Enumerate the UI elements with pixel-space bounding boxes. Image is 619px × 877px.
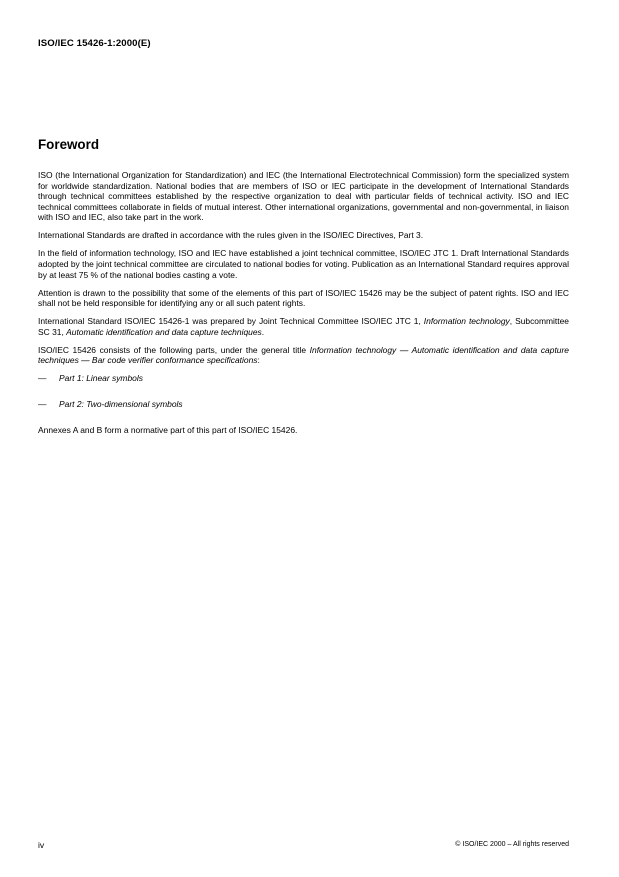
prepared-by-subtitle: Automatic identification and data capture techniques bbox=[66, 326, 262, 337]
list-item-text: Part 1: Linear symbols bbox=[59, 373, 143, 384]
copyright-notice: © ISO/IEC 2000 – All rights reserved bbox=[455, 841, 569, 848]
page-title: Foreword bbox=[38, 137, 100, 152]
foreword-body bbox=[38, 170, 569, 443]
dash-marker: — bbox=[38, 399, 47, 410]
parts-intro: ISO/IEC 15426 consists of the following parts, under the general title bbox=[38, 344, 310, 355]
page-number: iv bbox=[38, 840, 45, 850]
list-item-text: Part 2: Two-dimensional symbols bbox=[59, 399, 183, 410]
list-item bbox=[38, 373, 569, 384]
parts-colon: : bbox=[257, 355, 260, 366]
prepared-by-end: . bbox=[261, 326, 265, 337]
prepared-by-text: International Standard ISO/IEC 15426-1 was prepared by Joint Technical Committee ISO/IEC JTC 1, bbox=[38, 316, 424, 327]
parts-general-title: Information technology — Automatic identification and data capture techniques — Bar code verifier conformance specifications bbox=[38, 344, 569, 366]
paragraph-organizations: ISO (the International Organization for Standardization) and IEC (the International Electrotechnical Commission) form the specialized system for worldwide standardization. National bodies that are members of ISO or IEC participate in the development of International Standards through technical committees established by the respective organization to deal with particular fields of technical activity. ISO and IEC technical committees collaborate in fields of mutual interest. Other international organizations, governmental and non-governmental, in liaison with ISO and IEC, also take part in the work. bbox=[38, 170, 569, 223]
prepared-by-subcommittee: , Subcommittee SC 31, bbox=[38, 316, 569, 337]
document-identifier: ISO/IEC 15426-1:2000(E) bbox=[38, 38, 151, 49]
list-item bbox=[38, 399, 569, 410]
prepared-by-title: Information technology bbox=[423, 316, 510, 327]
paragraph-parts bbox=[38, 345, 569, 366]
paragraph-directives: International Standards are drafted in accordance with the rules given in the ISO/IEC Directives, Part 3. bbox=[38, 230, 424, 241]
paragraph-jtc1: In the field of information technology, ISO and IEC have established a joint technical committee, ISO/IEC JTC 1. Draft International Standards adopted by the joint technical committee are circulated to national bodies for voting. Publication as an International Standard requires approval by at least 75 % of the national bodies casting a vote. bbox=[38, 248, 569, 280]
dash-marker: — bbox=[38, 373, 47, 384]
paragraph-patent-rights: Attention is drawn to the possibility that some of the elements of this part of ISO/IEC 15426 may be the subject of patent rights. ISO and IEC shall not be held responsible for identifying any or all such patent rights. bbox=[38, 287, 569, 309]
paragraph-annexes: Annexes A and B form a normative part of this part of ISO/IEC 15426. bbox=[38, 425, 298, 436]
paragraph-prepared-by bbox=[38, 316, 569, 337]
